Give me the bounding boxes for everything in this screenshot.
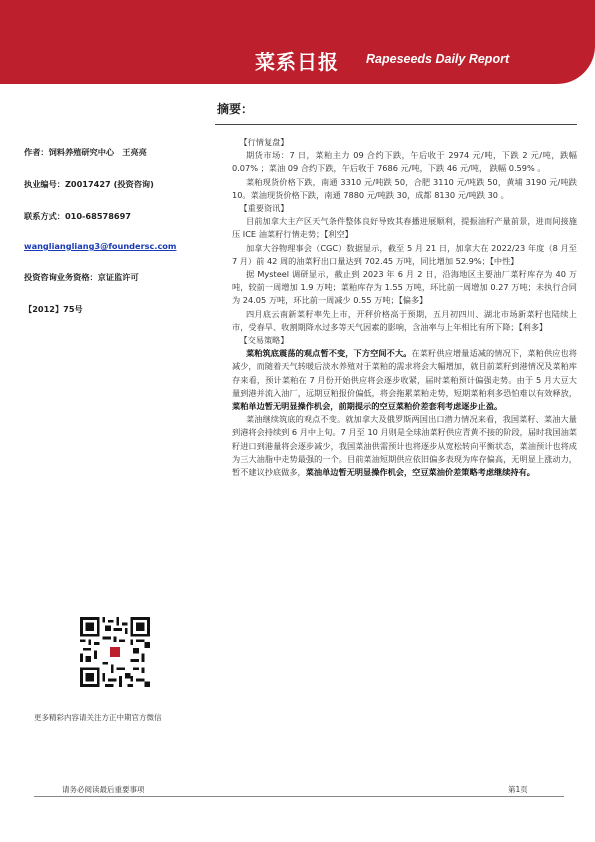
news-paragraph-mysteel-stocks: 据 Mysteel 调研显示，截止到 2023 年 6 月 2 日，沿海地区主要油厂菜籽库存为 40 万吨，较前一周增加 1.9 万吨；菜粕库存为 1.55 万吨，环比前一周增加 0.27 万吨；未执行合同为 24.05 万吨，环比前一周减少 0.55 万吨；【偏多】: [232, 269, 577, 306]
header-banner: [0, 0, 595, 84]
oil-view-text: 菜油继续筑底的观点不变。就加拿大及俄罗斯两国出口潜力情况来看，我国菜籽、菜油大量到港将会持续到 6 月中上旬。7 月至 10 月则是全球油菜籽供应青黄不接的阶段，届时我国油菜籽进口到港量将会逐步减少，我国菜油供需预计也将逐步从宽松转向平衡状态，菜油预计也将成为三大油脂中走势最强的一个。目前菜油短期供应依旧偏多表现为库存偏高，无明显上涨动力，暂不建议抄底做多，: [232, 414, 577, 478]
spot-market-paragraph: 菜粕现货价格下跌，南通 3310 元/吨跌 50，合肥 3110 元/吨跌 50，黄埔 3190 元/吨跌 10。菜油现货价格下跌，南通 7880 元/吨跌 30，成都 8130 元/吨跌 30 。: [232, 176, 577, 200]
report-title-cn: 菜系日报: [255, 50, 339, 74]
qr-caption: 更多精彩内容请关注方正中期官方微信: [34, 713, 162, 722]
license-number: 执业编号：Z0017427 (投资咨询): [24, 179, 154, 189]
news-paragraph-new-crop: 四月底云南新菜籽率先上市，开秤价格高于预期，五月初四川、湖北市场新菜籽也陆续上市，受春旱、收割期降水过多等天气因素的影响，含油率与上年相比有所下降；【利多】: [232, 308, 577, 332]
meal-recommendation-bold: 菜粕单边暂无明显操作机会，前期提示的空豆菜粕价差套利考虑逐步止盈。: [232, 401, 503, 412]
strategy-paragraph-oil: [232, 413, 577, 479]
abstract-body: [232, 136, 577, 479]
wechat-qr-code: [80, 617, 150, 687]
meal-view-bold: 菜粕筑底震荡的观点暂不变，下方空间不大。: [245, 348, 412, 359]
footer-divider: [34, 796, 564, 797]
author-info: 作者：饲料养殖研究中心 王亮亮: [24, 147, 147, 157]
news-paragraph-canada-weather: 目前加拿大主产区天气条件整体良好导致其春播进展顺利，提振油籽产量前景，进而间接施压 ICE 油菜籽行情走势；【利空】: [232, 216, 577, 240]
abstract-divider: [215, 124, 577, 125]
section-trading-strategy: 【交易策略】: [239, 335, 289, 346]
qualification-info: 投资咨询业务资格：京证监许可: [24, 272, 139, 282]
report-title-en: Rapeseeds Daily Report: [366, 52, 510, 66]
section-key-news: 【重要资讯】: [239, 203, 289, 214]
contact-phone: 联系方式：010-68578697: [24, 211, 132, 221]
section-market-review: 【行情复盘】: [239, 137, 289, 147]
contact-email-link[interactable]: wangliangliang3@foundersc.com: [24, 241, 177, 251]
oil-recommendation-bold: 菜油单边暂无明显操作机会，空豆菜油价差策略考虑继续持有。: [305, 467, 535, 478]
disclaimer-note: 请务必阅读最后重要事项: [62, 785, 145, 794]
news-paragraph-cgc-exports: 加拿大谷物理事会（CGC）数据显示，截至 5 月 21 日，加拿大在 2022/23 年度（8 月至 7 月）前 42 周的油菜籽出口量达到 702.45 万吨，同比增加 52.9%；【中性】: [232, 242, 577, 266]
futures-market-paragraph: 期货市场：7 日，菜粕主力 09 合约下跌，午后收于 2974 元/吨，下跌 2 元/吨，跌幅 0.07% ；菜油 09 合约下跌，午后收于 7686 元/吨，下跌 46 元/吨， 跌幅 0.59% 。: [232, 150, 577, 174]
strategy-paragraph-meal: [232, 347, 577, 413]
qualification-number: 【2012】75号: [24, 304, 83, 314]
meal-view-text: 在菜籽供应增量适减的情况下，菜粕供应也将减少，而随着天气转暖后淡水养殖对于菜粕的需求将会大幅增加，就目前菜籽到港情况及菜粕库存来看，预计菜粕在 7 月份开始供应将会逐步收紧，届时菜粕预计偏强走势。由于 5 月大豆大量到港并流入油厂，远期豆粕报价偏低，将会拖累菜粕走势，短期菜粕利多恐怕难以有效释放，: [232, 348, 577, 398]
page-number: 第1页: [508, 785, 528, 794]
abstract-heading: 摘要：: [217, 102, 254, 116]
